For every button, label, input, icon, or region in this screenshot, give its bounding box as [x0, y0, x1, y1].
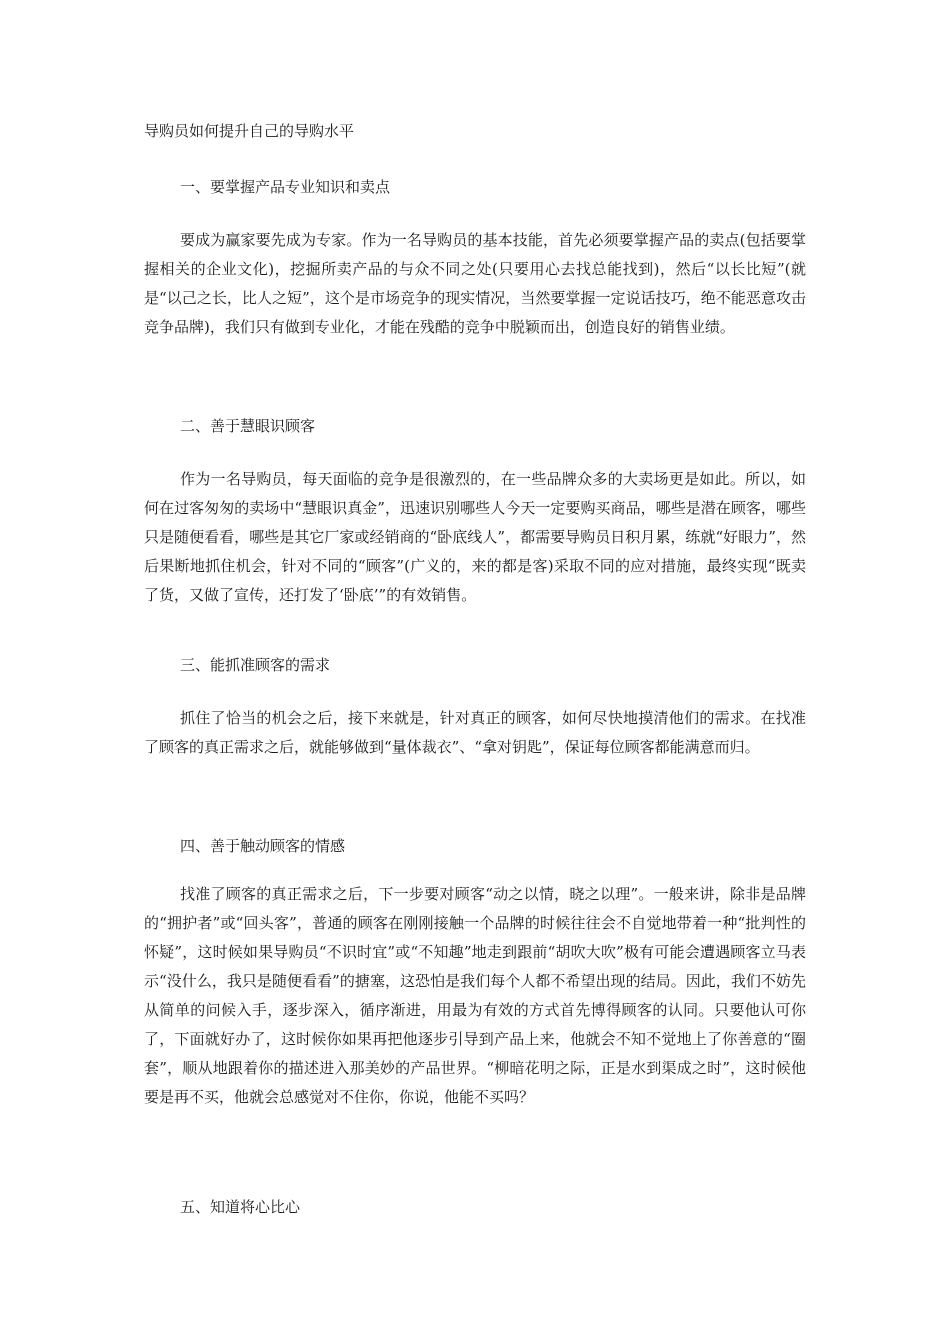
- section-heading-4: 四、善于触动顾客的情感: [180, 837, 346, 855]
- section-paragraph-1: 要成为赢家要先成为专家。作为一名导购员的基本技能，首先必须要掌握产品的卖点(包括要掌握相关的企业文化)，挖掘所卖产品的与众不同之处(只要用心去找总能找到)，然后“以长比短”(就是“以己之长，比人之短”，这个是市场竞争的现实情况，当然要掌握一定说话技巧，绝不能恶意攻击竞争品牌)，我们只有做到专业化，才能在残酷的竞争中脱颖而出，创造良好的销售业绩。: [144, 231, 806, 336]
- section-heading-3: 三、能抓准顾客的需求: [180, 656, 331, 674]
- section-heading-5: 五、知道将心比心: [180, 1198, 301, 1216]
- section-paragraph-3: 抓住了恰当的机会之后，接下来就是，针对真正的顾客，如何尽快地摸清他们的需求。在找准了顾客的真正需求之后，就能够做到“量体裁衣”、“拿对钥匙”，保证每位顾客都能满意而归。: [144, 709, 806, 756]
- document-title: 导购员如何提升自己的导购水平: [144, 122, 355, 140]
- section-heading-2: 二、善于慧眼识顾客: [180, 417, 316, 435]
- section-paragraph-4: 找准了顾客的真正需求之后，下一步要对顾客“动之以情，晓之以理”。一般来讲，除非是品牌的“拥护者”或“回头客”，普通的顾客在刚刚接触一个品牌的时候往往会不自觉地带着一种“批判性的怀疑”，这时候如果导购员“不识时宜”或“不知趣”地走到跟前“胡吹大吹”极有可能会遭遇顾客立马表示“没什么，我只是随便看看”的搪塞，这恐怕是我们每个人都不希望出现的结局。因此，我们不妨先从简单的问候入手，逐步深入，循序渐进，用最为有效的方式首先博得顾客的认同。只要他认可你了，下面就好办了，这时候你如果再把他逐步引导到产品上来，他就会不知不觉地上了你善意的“圈套”，顺从地跟着你的描述进入那美妙的产品世界。“柳暗花明之际，正是水到渠成之时”，这时候他要是再不买，他就会总感觉对不住你，你说，他能不买吗？: [144, 885, 806, 1106]
- section-heading-1: 一、要掌握产品专业知识和卖点: [180, 178, 391, 196]
- section-paragraph-2: 作为一名导购员，每天面临的竞争是很激烈的，在一些品牌众多的大卖场更是如此。所以，如何在过客匆匆的卖场中“慧眼识真金”，迅速识别哪些人今天一定要购买商品，哪些是潜在顾客，哪些只是随便看看，哪些是其它厂家或经销商的“卧底线人”，都需要导购员日积月累，练就“好眼力”，然后果断地抓住机会，针对不同的“顾客”(广义的，来的都是客)采取不同的应对措施，最终实现“既卖了货，又做了宣传，还打发了‘卧底’”的有效销售。: [144, 470, 806, 604]
